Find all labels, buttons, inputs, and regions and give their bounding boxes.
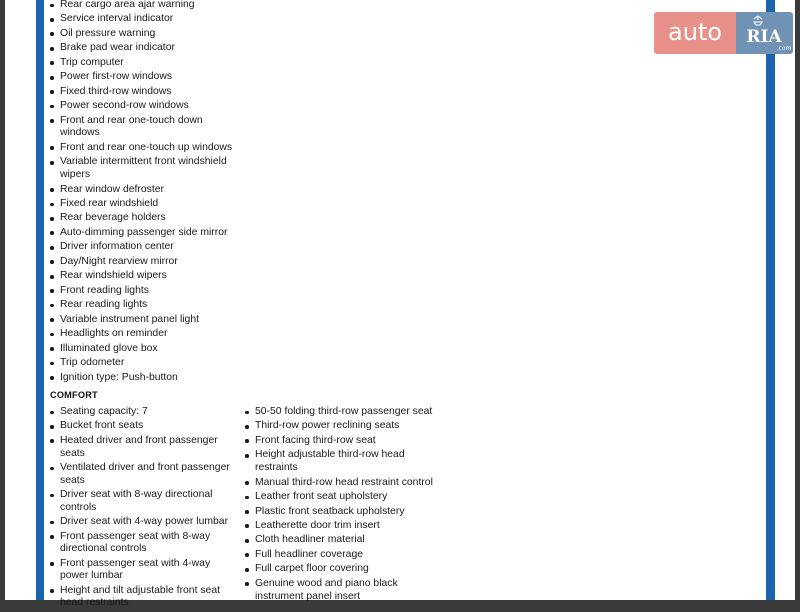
comfort-list-item: Leather front seat upholstery [245, 491, 435, 504]
comfort-list-item: Ventilated driver and front passenger seats [50, 462, 235, 487]
feature-list-item: Variable instrument panel light [50, 314, 235, 327]
feature-list-item: Front and rear one-touch up windows [50, 142, 235, 155]
feature-list-item: Rear window defroster [50, 184, 235, 197]
section-heading-comfort: COMFORT [50, 390, 98, 400]
comfort-list-item: Manual third-row head restraint control [245, 477, 435, 490]
feature-list-item: Front reading lights [50, 285, 235, 298]
svg-text:.com: .com [776, 45, 792, 52]
comfort-list-item: Leatherette door trim insert [245, 520, 435, 533]
feature-list-item: Front and rear one-touch down windows [50, 115, 235, 140]
feature-list-item: Ignition type: Push-button [50, 372, 235, 385]
comfort-list-item: Bucket front seats [50, 420, 235, 433]
comfort-list-item: Height and tilt adjustable front seat head restraints [50, 585, 235, 610]
comfort-list-item: Front facing third-row seat [245, 435, 435, 448]
comfort-list-item: Driver seat with 4-way power lumbar [50, 516, 235, 529]
left-accent-bar [36, 0, 44, 600]
comfort-list-item: Genuine wood and piano black instrument panel insert [245, 578, 435, 603]
right-accent-bar [766, 0, 775, 600]
comfort-list-right [245, 406, 435, 605]
feature-list-item: Rear windshield wipers [50, 270, 235, 283]
feature-list-item: Rear cargo area ajar warning [50, 0, 235, 12]
comfort-list-item: Third-row power reclining seats [245, 420, 435, 433]
comfort-list-item: Seating capacity: 7 [50, 406, 235, 419]
comfort-list-item: 50-50 folding third-row passenger seat [245, 406, 435, 419]
auto-ria-logo[interactable] [654, 12, 794, 54]
comfort-list-item: Plastic front seatback upholstery [245, 506, 435, 519]
feature-list-item: Variable intermittent front windshield wipers [50, 156, 235, 181]
logo-ria-mark [736, 12, 793, 54]
document-page [5, 0, 795, 609]
svg-text:RIA: RIA [746, 27, 782, 47]
feature-list-item: Oil pressure warning [50, 28, 235, 41]
feature-list-item: Trip odometer [50, 357, 235, 370]
feature-list-item: Fixed third-row windows [50, 86, 235, 99]
feature-list-item: Fixed rear windshield [50, 198, 235, 211]
comfort-list-item: Front passenger seat with 8-way directional controls [50, 531, 235, 556]
feature-list-item: Brake pad wear indicator [50, 42, 235, 55]
comfort-list-item: Full carpet floor covering [245, 563, 435, 576]
feature-list-item: Auto-dimming passenger side mirror [50, 227, 235, 240]
feature-list-item: Rear beverage holders [50, 212, 235, 225]
feature-list-item: Illuminated glove box [50, 343, 235, 356]
comfort-list-item: Cloth headliner material [245, 534, 435, 547]
comfort-list-left [50, 406, 235, 612]
comfort-list-item: Front passenger seat with 4-way power lumbar [50, 558, 235, 583]
feature-list-item: Trip computer [50, 57, 235, 70]
comfort-list-item: Height adjustable third-row head restraints [245, 449, 435, 474]
feature-list-item: Headlights on reminder [50, 328, 235, 341]
feature-list-item: Power first-row windows [50, 71, 235, 84]
feature-list-item: Rear reading lights [50, 299, 235, 312]
feature-list-item: Power second-row windows [50, 100, 235, 113]
feature-list-item: Driver information center [50, 241, 235, 254]
comfort-list-item: Heated driver and front passenger seats [50, 435, 235, 460]
logo-auto-text: auto [654, 12, 736, 54]
comfort-list-item: Full headliner coverage [245, 549, 435, 562]
comfort-list-item: Driver seat with 8-way directional controls [50, 489, 235, 514]
feature-list-item: Service interval indicator [50, 13, 235, 26]
feature-list-item: Day/Night rearview mirror [50, 256, 235, 269]
features-list-top [50, 0, 235, 386]
